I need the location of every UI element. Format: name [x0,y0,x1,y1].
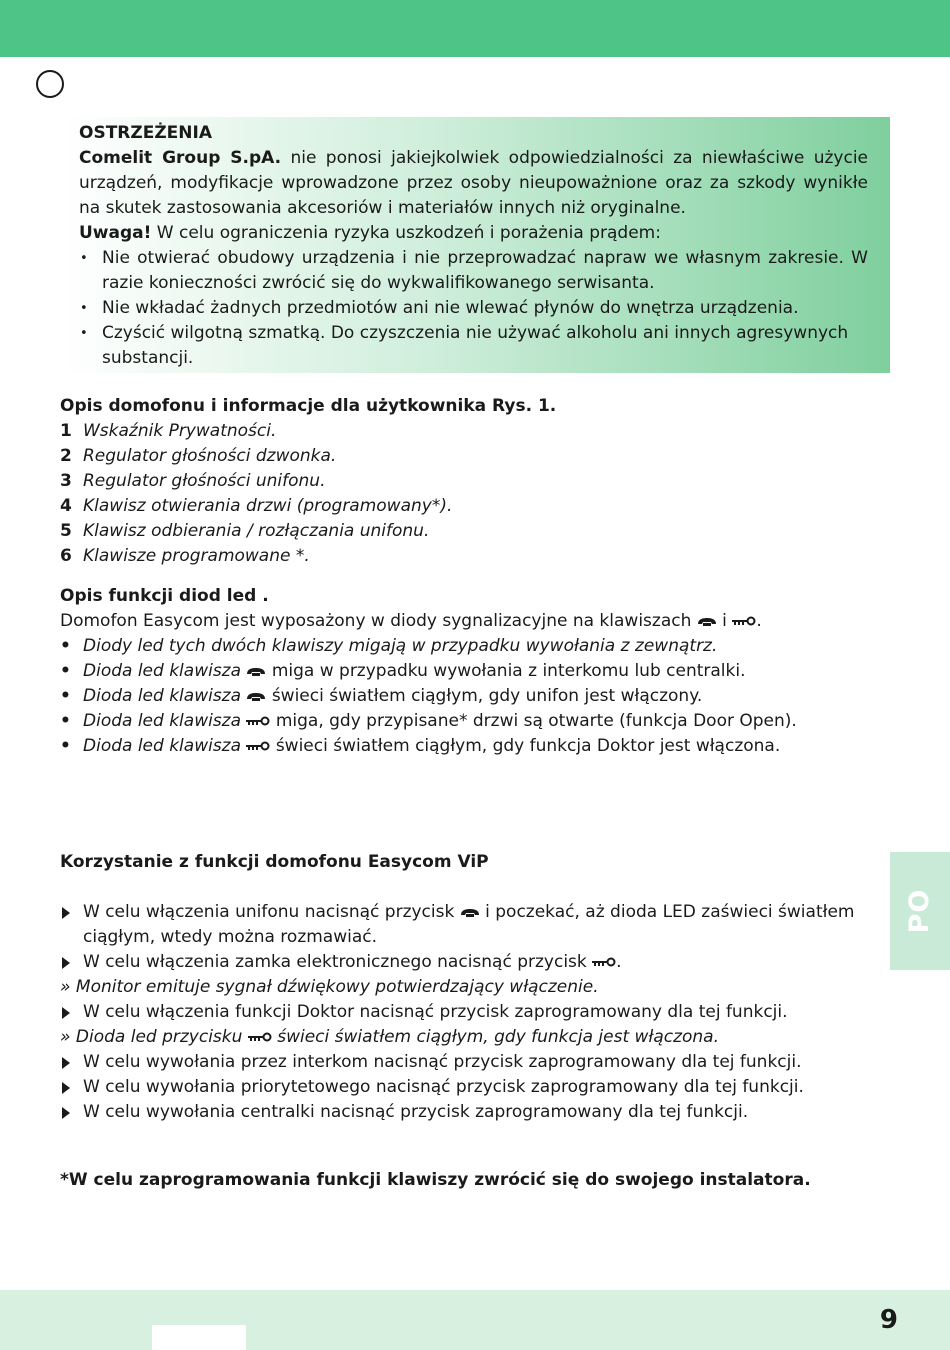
page-number: 9 [879,1305,898,1335]
usage-step: W celu wywołania priorytetowego nacisnąć przycisk zaprogramowany dla tej funkcji. [60,1075,890,1100]
led-intro: Domofon Easycom jest wyposażony w diody sygnalizacyjne na klawiszach i . [60,611,762,631]
description-item: 3 Regulator głośności unifonu. [60,471,326,491]
description-item: 4 Klawisz otwierania drzwi (programowany*). [60,496,453,516]
company-text: nie ponosi jakiejkolwiek odpowiedzialności za niewłaściwe użycie urządzeń, modyfikacje wprowadzone przez osoby nieupoważnione oraz za szkody wynikłe na skutek zastosowania akcesoriów i materiałów innych niż oryginalne. [79,148,868,218]
uwaga-label: Uwaga! [79,223,152,243]
handset-icon [697,617,717,627]
usage-step: W celu włączenia funkcji Doktor nacisnąć przycisk zaprogramowany dla tej funkcji. [60,1000,890,1025]
language-tab [890,852,950,970]
usage-step: W celu wywołania centralki nacisnąć przycisk zaprogramowany dla tej funkcji. [60,1100,890,1125]
led-line: • Dioda led klawisza miga, gdy przypisane* drzwi są otwarte (funkcja Door Open). [60,709,890,734]
uwaga-text: W celu ograniczenia ryzyka uszkodzeń i porażenia prądem: [151,223,661,243]
led-heading: Opis funkcji diod led . [60,586,269,606]
footer-note-section [60,1168,890,1193]
handset-icon [460,908,480,918]
header-bar [0,0,950,57]
usage-note: » Monitor emituje sygnał dźwiękowy potwierdzający włączenie. [60,977,599,997]
handset-icon [246,667,266,677]
footer-white-block [152,1325,246,1350]
description-item: 6 Klawisze programowane *. [60,546,310,566]
usage-section [60,850,890,1125]
warning-title: OSTRZEŻENIA [79,123,212,143]
usage-note: » Dioda led przycisku świeci światłem ciągłym, gdy funkcja jest włączona. [60,1027,719,1047]
usage-step: W celu włączenia zamka elektronicznego nacisnąć przycisk . [60,950,890,975]
footer-note: *W celu zaprogramowania funkcji klawiszy zwrócić się do swojego instalatora. [60,1170,811,1190]
footer-bar [0,1290,950,1350]
warning-bullet: • Czyścić wilgotną szmatką. Do czyszczenia nie używać alkoholu ani innych agresywnych substancji. [79,321,868,371]
led-line: • Dioda led klawisza świeci światłem ciągłym, gdy funkcja Doktor jest włączona. [60,734,890,759]
usage-heading: Korzystanie z funkcji domofonu Easycom ViP [60,852,489,872]
key-icon [592,957,616,967]
description-item: 2 Regulator głośności dzwonka. [60,446,337,466]
company-name: Comelit Group S.pA. [79,148,282,168]
key-icon [246,741,270,751]
usage-step: W celu wywołania przez interkom nacisnąć przycisk zaprogramowany dla tej funkcji. [60,1050,890,1075]
description-item: 5 Klawisz odbierania / rozłączania unifonu. [60,521,430,541]
key-icon [246,716,270,726]
uwaga-paragraph [79,221,868,246]
led-line: • Dioda led klawisza miga w przypadku wywołania z interkomu lub centralki. [60,659,890,684]
key-icon [732,616,756,626]
warning-company-paragraph [79,146,868,221]
spacer [60,875,890,900]
led-section [60,584,890,759]
key-icon [248,1032,272,1042]
led-line: • Dioda led klawisza świeci światłem ciągłym, gdy unifon jest włączony. [60,684,890,709]
description-item: 1 Wskaźnik Prywatności. [60,421,277,441]
warning-bullet: • Nie wkładać żadnych przedmiotów ani nie wlewać płynów do wnętrza urządzenia. [79,296,868,321]
warning-box [60,117,890,373]
handset-icon [246,692,266,702]
description-section [60,394,890,569]
circle-marker [36,70,64,98]
usage-step: W celu włączenia unifonu nacisnąć przycisk i poczekać, aż dioda LED zaświeci światłem ciągłym, wtedy można rozmawiać. [60,900,890,950]
description-heading: Opis domofonu i informacje dla użytkownika Rys. 1. [60,396,557,416]
language-tab-label: PO [904,888,935,934]
warning-bullet: • Nie otwierać obudowy urządzenia i nie przeprowadzać napraw we własnym zakresie. W razie konieczności zwrócić się do wykwalifikowanego serwisanta. [79,246,868,296]
led-line: • Diody led tych dwóch klawiszy migają w przypadku wywołania z zewnątrz. [60,634,890,659]
